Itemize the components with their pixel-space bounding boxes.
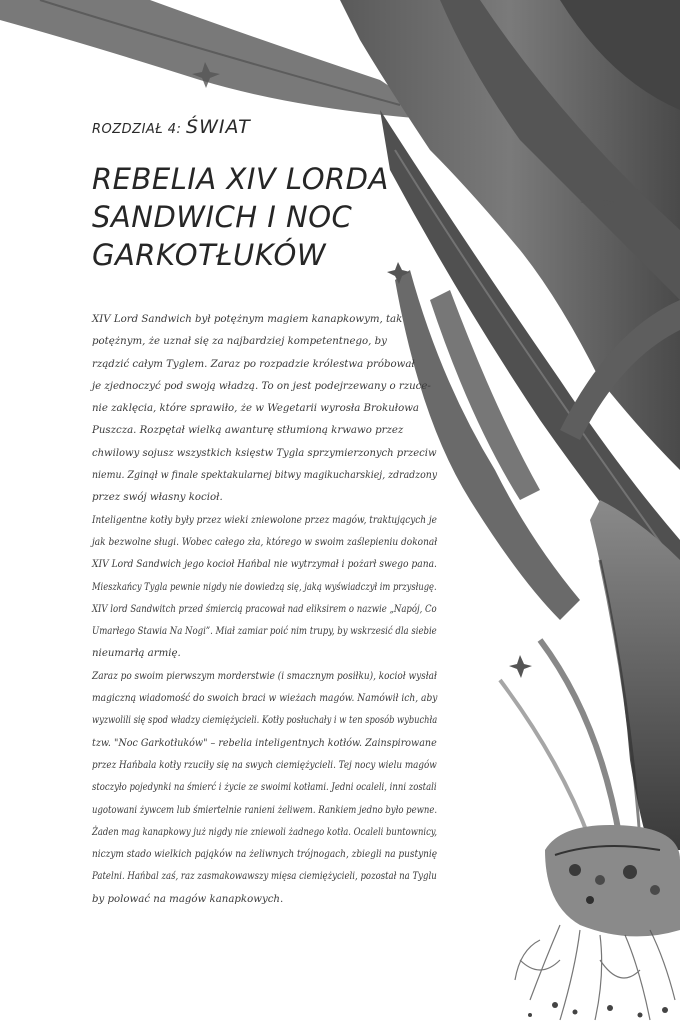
body-line: je zjednoczyć pod swoją władzą. To on jest podejrzewany o rzuce- [92,380,431,392]
body-line: magiczną wiadomość do swoich braci w wieżach magów. Namówił ich, aby [92,693,438,705]
chapter-number: ROZDZIAŁ 4: [92,122,182,137]
body-line: przez Hańbala kotły rzuciły się na swych ciemiężycieli. Tej nocy wielu magów [92,759,437,771]
chapter-heading [92,116,251,138]
body-line: XIV Lord Sandwich był potężnym magiem kanapkowym, tak [92,314,403,325]
body-line: Patelni. Hańbal zaś, raz zasmakowawszy mięsa ciemiężycieli, pozostał na Tyglu [92,871,437,883]
body-line: nie zaklęcia, które sprawiło, że w Wegetarii wyrosła Brokułowa [92,403,420,415]
body-line: Umarłego Stawia Na Nogi”. Miał zamiar poić nim trupy, by wskrzesić dla siebie [92,626,437,638]
body-line: XIV Lord Sandwich jego kocioł Hańbal nie wytrzymał i pożarł swego pana. [92,559,437,571]
body-line: jak bezwolne sługi. Wobec całego zła, którego w swoim zaślepieniu dokonał [92,536,438,548]
body-line: chwilowy sojusz wszystkich księstw Tygla sprzymierzonych przeciw [92,447,437,459]
title-line: SANDWICH I NOC [92,200,353,234]
body-line: stoczyło pojedynki na śmierć i życie ze swoimi kotłami. Jedni ocaleli, inni zostali [92,782,437,794]
title-line: REBELIA XIV LORDA [92,162,389,196]
body-line: wyzwolili się spod władzy ciemiężycieli. Kotły posłuchały i w ten sposób wybuchła [92,715,438,727]
body-line: potężnym, że uznał się za najbardziej kompetentnego, by [92,336,387,348]
article-title [92,160,392,274]
body-line: Mieszkańcy Tygla pewnie nigdy nie dowiedzą się, jaką wyświadczył im przysługę. [92,581,437,593]
chapter-name: ŚWIAT [186,116,251,138]
body-line: niemu. Zginął w finale spektakularnej bitwy magikucharskiej, zdradzony [92,470,438,482]
body-text [92,309,437,911]
body-line: nieumarłą armię. [92,648,181,660]
title-line: GARKOTŁUKÓW [92,238,327,272]
body-line: Inteligentne kotły były przez wieki zniewolone przez magów, traktujących je [92,514,437,526]
body-line: by polować na magów kanapkowych. [92,893,284,905]
body-line: przez swój własny kocioł. [92,492,223,504]
body-line: niczym stado wielkich pająków na żeliwnych trójnogach, zbiegli na pustynię [92,849,438,861]
roots [515,925,675,1020]
body-line: rządzić całym Tyglem. Zaraz po rozpadzie królestwa próbował [92,358,415,370]
body-line: tzw. "Noc Garkotłuków" – rebelia inteligentnych kotłów. Zainspirowane [92,737,437,749]
bulb [545,825,680,936]
body-line: Puszcza. Rozpętał wielką awanturę stłumioną krwawo przez [92,425,404,437]
body-line: Żaden mag kanapkowy już nigdy nie zniewoli żadnego kotła. Ocaleli buntownicy, [92,826,438,838]
body-line: XIV lord Sandwitch przed śmiercią pracował nad eliksirem o nazwie „Napój, Co [92,603,437,615]
body-line: ugotowani żywcem lub śmiertelnie ranieni żeliwem. Rankiem jedno było pewne. [92,804,438,816]
body-line: Zaraz po swoim pierwszym morderstwie (i smacznym posiłku), kocioł wysłał [92,670,437,682]
